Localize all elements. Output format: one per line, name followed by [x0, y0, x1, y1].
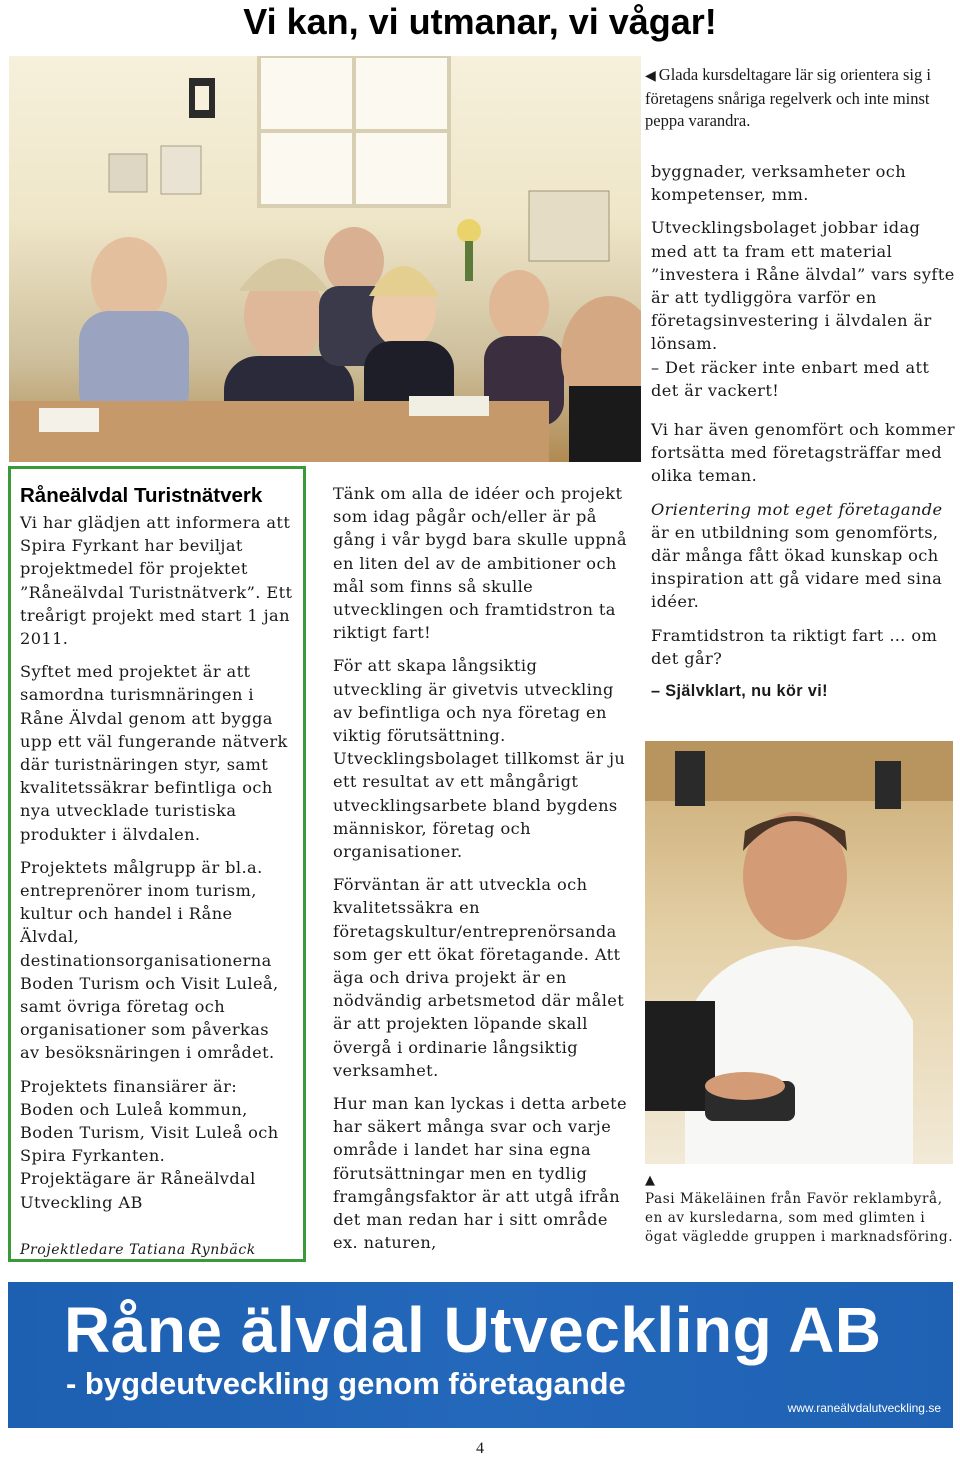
- caption-bottom-text: Pasi Mäkeläinen från Favör reklambyrå, en av kursledarna, som med glimten i ögat vägledde gruppen i marknadsföring.: [645, 1191, 954, 1245]
- mid-paragraph-1: Tänk om alla de idéer och projekt som idag pågår och/eller är på gång i vår bygd bara skulle uppnå en liten del av de ambitioner och mål som finns så skulle utvecklingen och framtidstron ta riktigt fart!: [333, 484, 627, 643]
- box-title: Råneälvdal Turistnätverk: [20, 484, 263, 507]
- classroom-photo: [9, 56, 641, 462]
- bottom-photo-caption: [645, 1173, 955, 1247]
- right-paragraph-5: Framtidstron ta riktigt fart … om det går?: [651, 625, 938, 668]
- instructor-photo: [645, 741, 953, 1164]
- company-banner: [8, 1282, 953, 1428]
- box-paragraph-3a: Projektets målgrupp är bl.a.: [20, 857, 263, 877]
- banner-title: Råne älvdal Utveckling AB: [64, 1294, 882, 1366]
- banner-subtitle: - bygdeutveckling genom företagande: [66, 1366, 626, 1401]
- right-paragraph-2b: – Det räcker inte enbart med att det är vackert!: [651, 357, 930, 400]
- top-photo-caption: [645, 64, 955, 132]
- right-paragraph-3: Vi har även genomfört och kommer fortsätta med företagsträffar med olika teman.: [651, 420, 955, 486]
- course-name: Orientering mot eget företagande: [651, 499, 943, 519]
- mid-paragraph-2: För att skapa långsiktig utveckling är givetvis utveckling av befintliga och nya företag en viktig förutsättning. Utvecklingsbolaget tillkomst är ju ett resultat av ett mångårigt utvecklingsarbete bland bygdens människor, företag och organisationer.: [333, 656, 626, 862]
- box-paragraph-3b: entreprenörer inom turism, kultur och handel i Råne Älvdal, destinationsorganisationerna Boden Turism och Visit Luleå, samt övriga företag och organisationer som påverkas av besöksnäringen i området.: [20, 881, 279, 1063]
- triangle-left-icon: ◀: [645, 69, 656, 84]
- box-paragraph-4: Projektets finansiärer är: Boden och Luleå kommun, Boden Turism, Visit Luleå och Spira Fyrkanten.: [20, 1076, 279, 1166]
- mid-paragraph-4: Hur man kan lyckas i detta arbete har säkert många svar och varje område i landet har sina egna förutsättningar men en tydlig framgångsfaktor är att utgå ifrån det man redan har i sitt område ex. naturen,: [333, 1094, 628, 1253]
- right-paragraph-6: – Självklart, nu kör vi!: [651, 682, 828, 701]
- mid-paragraph-3: Förväntan är att utveckla och kvalitetssäkra en företagskultur/entreprenörsanda som ger ett ökat företagande. Att äga och driva projekt är en nödvändig arbetsmetod där målet är att projekten löpande skall övergå i ordinarie långsiktig verksamhet.: [333, 875, 625, 1080]
- caption-top-text: Glada kursdeltagare lär sig orientera sig i företagens snåriga regelverk och inte minst peppa varandra.: [645, 65, 931, 130]
- right-paragraph-4: [651, 498, 955, 614]
- tourism-network-box: [8, 466, 306, 1262]
- box-paragraph-1: Vi har glädjen att informera att Spira Fyrkant har beviljat projektmedel för projektet ”Råneälvdal Turistnätverk”. Ett treårigt projekt med start 1 jan 2011.: [20, 513, 293, 649]
- right-paragraph-2: Utvecklingsbolaget jobbar idag med att ta fram ett material ”investera i Råne älvdal” vars syfte är att tydliggöra varför en företagsinvestering i älvdalen är lönsam.: [651, 218, 955, 354]
- triangle-up-icon: ▲: [645, 1173, 656, 1188]
- right-column: [651, 160, 955, 713]
- banner-url[interactable]: www.raneälvdalutveckling.se: [787, 1401, 941, 1415]
- project-leader-signature: Projektledare Tatiana Rynbäck: [20, 1241, 256, 1258]
- right-paragraph-1: byggnader, verksamheter och kompetenser, mm.: [651, 162, 907, 205]
- box-paragraph-5: Projektägare är Råneälvdal Utveckling AB: [20, 1169, 256, 1212]
- page-number: 4: [476, 1440, 484, 1457]
- page-headline: Vi kan, vi utmanar, vi vågar!: [243, 1, 717, 42]
- middle-column: [333, 482, 631, 1265]
- box-paragraph-2: Syftet med projektet är att samordna turismnäringen i Råne Älvdal genom att bygga upp ett väl fungerande nätverk där turistnäringen styr, samt kvalitetssäkrar befintliga och nya utvecklade turistiska produkter i älvdalen.: [20, 662, 288, 844]
- right-paragraph-4-rest: är en utbildning som genomförts, där många fått ökad kunskap och inspiration att gå vidare med sina idéer.: [651, 522, 943, 612]
